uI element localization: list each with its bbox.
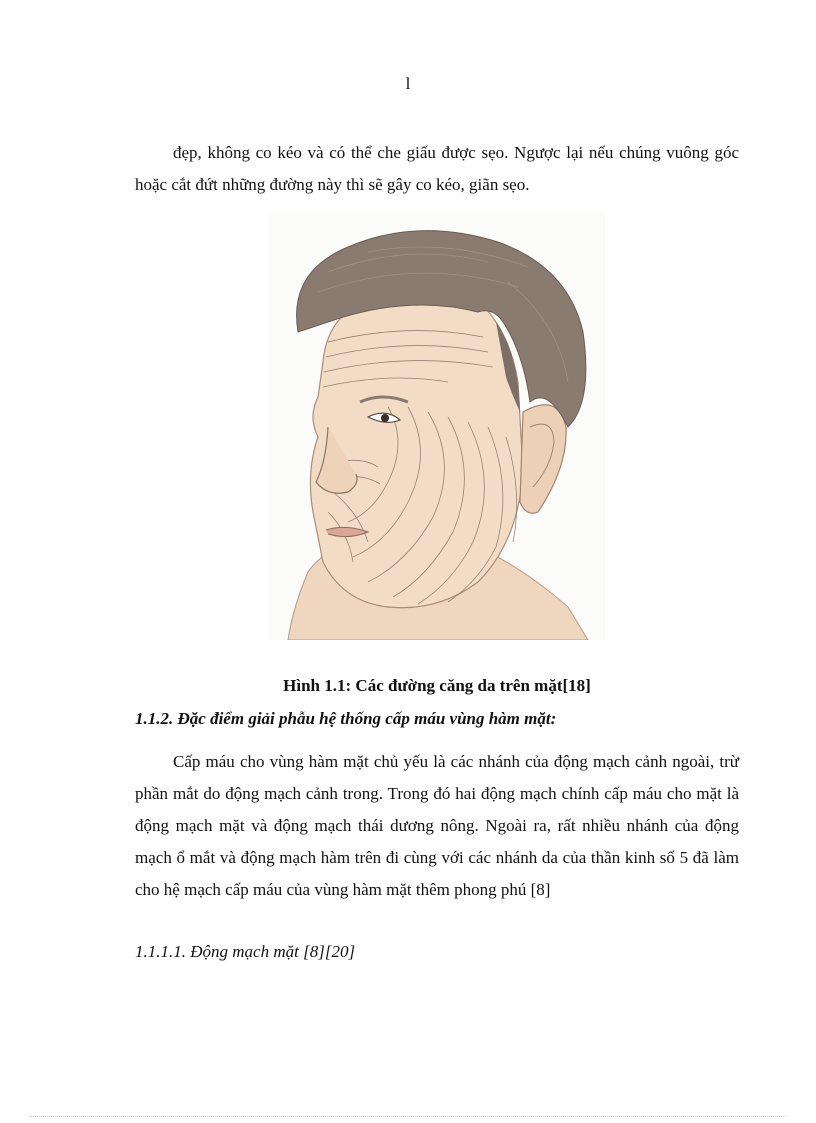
paragraph-blood-supply — [135, 746, 739, 906]
page-bottom-border — [30, 1116, 786, 1117]
paragraph-1-text: đẹp, không co kéo và có thể che giấu được sẹo. Ngược lại nếu chúng vuông góc hoặc cắt đứt những đường này thì sẽ gây co kéo, giãn sẹo. — [135, 143, 739, 194]
subsection-heading: 1.1.1.1. Động mạch mặt [8][20] — [135, 942, 356, 961]
paragraph-2-text: Cấp máu cho vùng hàm mặt chủ yếu là các nhánh của động mạch cảnh ngoài, trừ phần mắt do động mạch cảnh trong. Trong đó hai động mạch chính cấp máu cho mặt là động mạch mặt và động mạch thái dương nông. Ngoài ra, rất nhiều nhánh của động mạch ổ mắt và động mạch hàm trên đi cùng với các nhánh da của thần kinh số 5 đã làm cho hệ mạch cấp máu của vùng hàm mặt thêm phong phú [8] — [135, 752, 739, 899]
pupil-left — [381, 414, 389, 422]
paragraph-continuation — [135, 137, 739, 201]
ear-shape — [520, 405, 566, 514]
page-number: l — [405, 74, 411, 93]
figure-caption: Hình 1.1: Các đường căng da trên mặt[18] — [283, 676, 591, 695]
figure-face-skin-tension-lines — [268, 212, 605, 640]
face-shape — [310, 292, 523, 608]
section-heading: 1.1.2. Đặc điểm giải phẫu hệ thống cấp máu vùng hàm mặt: — [135, 709, 557, 728]
face-illustration — [268, 212, 605, 640]
